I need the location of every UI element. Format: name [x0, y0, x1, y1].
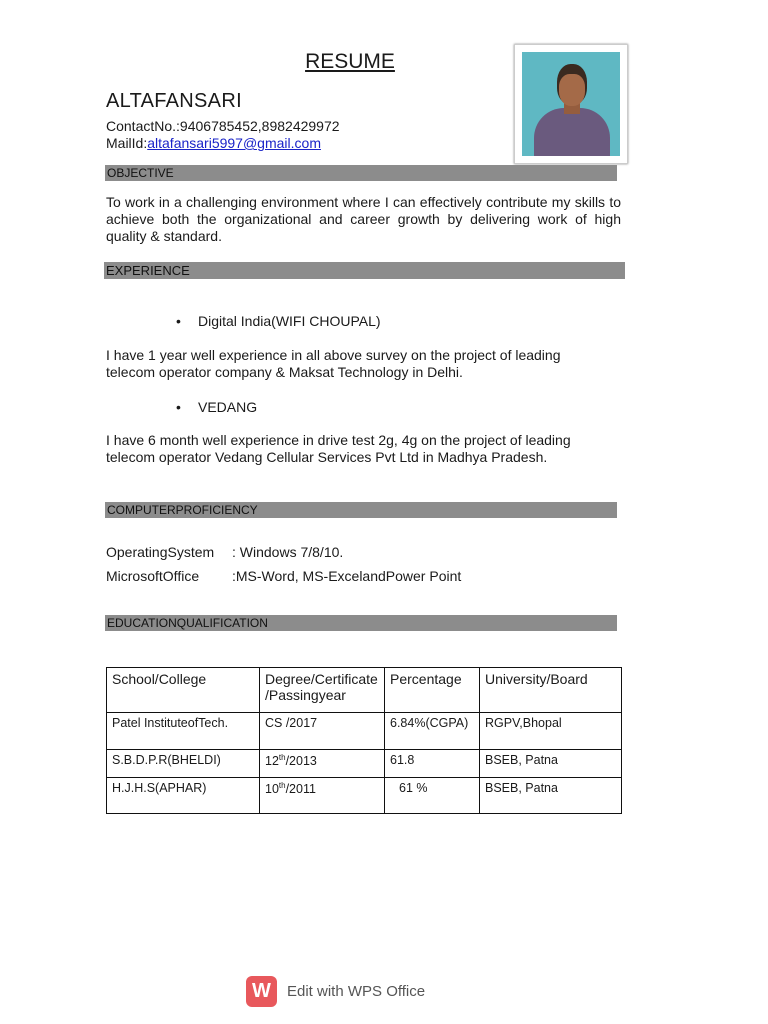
cell-school: H.J.H.S(APHAR)	[107, 778, 260, 814]
os-label: OperatingSystem	[106, 544, 215, 560]
education-table	[106, 667, 622, 814]
section-experience: EXPERIENCE	[104, 262, 625, 279]
cell-school: S.B.D.P.R(BHELDI)	[107, 750, 260, 778]
cell-percentage: 61.8	[385, 750, 480, 778]
os-value: : Windows 7/8/10.	[232, 544, 344, 560]
contact-numbers: ContactNo.:9406785452,8982429972	[106, 118, 340, 134]
experience-desc-2-line1: I have 6 month well experience in drive test 2g, 4g on the project of leading	[106, 432, 571, 448]
table-row	[107, 713, 622, 750]
header-degree: Degree/Certificate /Passingyear	[260, 668, 385, 713]
cell-degree: CS /2017	[260, 713, 385, 750]
cell-university: BSEB, Patna	[480, 750, 622, 778]
candidate-name: ALTAFANSARI	[106, 90, 242, 112]
cell-school: Patel InstituteofTech.	[107, 713, 260, 750]
email-link[interactable]: altafansari5997@gmail.com	[147, 135, 321, 151]
experience-title-2: • VEDANG	[198, 399, 257, 415]
table-row	[107, 750, 622, 778]
section-objective: OBJECTIVE	[105, 165, 617, 181]
header-university: University/Board	[480, 668, 622, 713]
cell-degree: 10th/2011	[260, 778, 385, 814]
wps-edit-text: Edit with WPS Office	[287, 983, 426, 1000]
experience-desc-1-line1: I have 1 year well experience in all above survey on the project of leading	[106, 347, 561, 363]
mail-label: MailId:	[106, 135, 148, 151]
wps-edit-banner[interactable]	[246, 976, 425, 1007]
section-education: EDUCATIONQUALIFICATION	[105, 615, 617, 631]
office-label: MicrosoftOffice	[106, 568, 200, 584]
resume-title: RESUME	[305, 50, 395, 73]
objective-text: To work in a challenging environment where I can effectively contribute my skills to achieve both the organizational and career growth by delivering work of high quality & standard.	[106, 194, 621, 244]
experience-desc-1-line2: telecom operator company & Maksat Technology in Delhi.	[106, 364, 463, 380]
cell-degree: 12th/2013	[260, 750, 385, 778]
table-row	[107, 778, 622, 814]
mail-line	[106, 135, 321, 151]
experience-desc-2-line2: telecom operator Vedang Cellular Services Pvt Ltd in Madhya Pradesh.	[106, 449, 548, 465]
cell-percentage: 61 %	[385, 778, 480, 814]
header-school: School/College	[107, 668, 260, 713]
cell-university: BSEB, Patna	[480, 778, 622, 814]
header-percentage: Percentage	[385, 668, 480, 713]
cell-percentage: 6.84%(CGPA)	[385, 713, 480, 750]
cell-university: RGPV,Bhopal	[480, 713, 622, 750]
section-computer: COMPUTERPROFICIENCY	[105, 502, 617, 518]
experience-title-1: • Digital India(WIFI CHOUPAL)	[198, 313, 381, 329]
table-header-row	[107, 668, 622, 713]
office-value: :MS-Word, MS-ExcelandPower Point	[232, 568, 462, 584]
profile-photo	[514, 44, 628, 164]
wps-logo-icon: W	[246, 976, 277, 1007]
